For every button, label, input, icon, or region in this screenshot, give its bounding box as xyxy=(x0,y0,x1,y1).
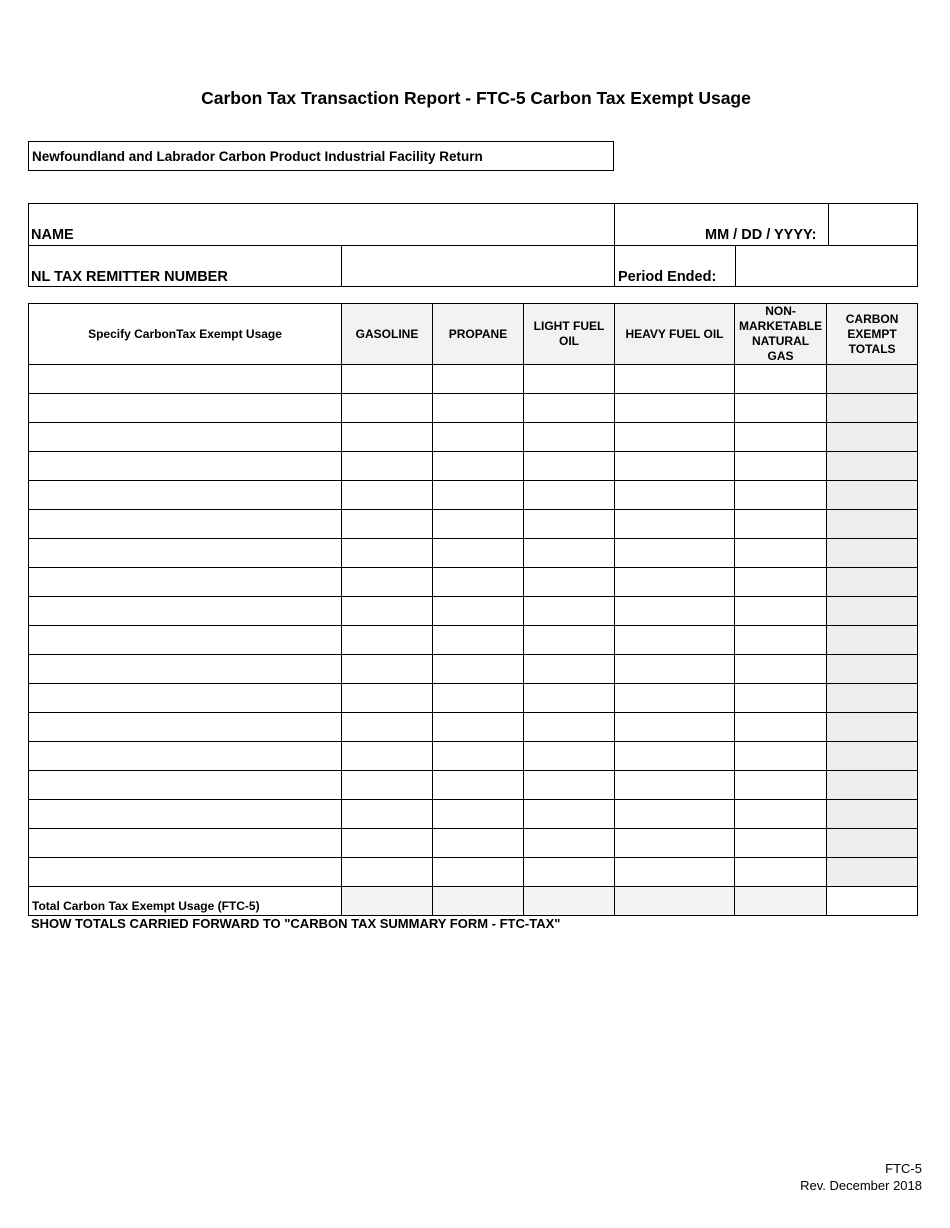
carbon-exempt-totals-cell[interactable] xyxy=(827,655,918,684)
gasoline-cell[interactable] xyxy=(342,800,433,829)
table-row xyxy=(29,539,918,568)
light-fuel-oil-cell[interactable] xyxy=(524,452,615,481)
gasoline-cell[interactable] xyxy=(342,394,433,423)
info-divider xyxy=(29,245,917,246)
table-row xyxy=(29,626,918,655)
carbon-exempt-totals-cell[interactable] xyxy=(827,539,918,568)
gasoline-cell[interactable] xyxy=(342,423,433,452)
table-row xyxy=(29,800,918,829)
gasoline-cell[interactable] xyxy=(342,481,433,510)
specify-usage-cell[interactable] xyxy=(29,655,342,684)
heavy-fuel-oil-cell[interactable] xyxy=(615,452,735,481)
total-row xyxy=(29,887,918,916)
identification-section xyxy=(28,203,918,287)
heavy-fuel-oil-cell[interactable] xyxy=(615,481,735,510)
header-propane: PROPANE xyxy=(433,304,524,365)
specify-usage-cell[interactable] xyxy=(29,365,342,394)
header-light-fuel-oil: LIGHT FUEL OIL xyxy=(524,304,615,365)
non-marketable-natural-gas-cell[interactable] xyxy=(735,423,827,452)
non-marketable-natural-gas-cell[interactable] xyxy=(735,829,827,858)
specify-usage-cell[interactable] xyxy=(29,626,342,655)
table-row xyxy=(29,742,918,771)
heavy-fuel-oil-cell[interactable] xyxy=(615,771,735,800)
carbon-exempt-totals-cell[interactable] xyxy=(827,713,918,742)
non-marketable-natural-gas-cell[interactable] xyxy=(735,713,827,742)
propane-cell[interactable] xyxy=(433,539,524,568)
table-row xyxy=(29,481,918,510)
table-row xyxy=(29,568,918,597)
non-marketable-natural-gas-cell[interactable] xyxy=(735,481,827,510)
header-carbon-exempt-totals: CARBON EXEMPT TOTALS xyxy=(827,304,918,365)
header-non-marketable-natural-gas: NON-MARKETABLE NATURAL GAS xyxy=(735,304,827,365)
carbon-exempt-totals-cell[interactable] xyxy=(827,394,918,423)
light-fuel-oil-cell[interactable] xyxy=(524,423,615,452)
propane-cell[interactable] xyxy=(433,365,524,394)
table-row xyxy=(29,829,918,858)
specify-usage-cell[interactable] xyxy=(29,568,342,597)
gasoline-cell[interactable] xyxy=(342,858,433,887)
carbon-exempt-totals-cell[interactable] xyxy=(827,771,918,800)
exempt-usage-table xyxy=(28,303,918,916)
remitter-number-label: NL TAX REMITTER NUMBER xyxy=(31,269,228,285)
light-fuel-oil-cell[interactable] xyxy=(524,655,615,684)
table-row xyxy=(29,713,918,742)
table-row xyxy=(29,365,918,394)
specify-usage-cell[interactable] xyxy=(29,539,342,568)
carbon-exempt-totals-cell[interactable] xyxy=(827,597,918,626)
light-fuel-oil-cell[interactable] xyxy=(524,771,615,800)
non-marketable-natural-gas-cell[interactable] xyxy=(735,365,827,394)
light-fuel-oil-cell[interactable] xyxy=(524,394,615,423)
total-gasoline-cell[interactable] xyxy=(342,887,433,916)
total-label: Total Carbon Tax Exempt Usage (FTC-5) xyxy=(29,887,342,916)
propane-cell[interactable] xyxy=(433,742,524,771)
light-fuel-oil-cell[interactable] xyxy=(524,684,615,713)
gasoline-cell[interactable] xyxy=(342,655,433,684)
propane-cell[interactable] xyxy=(433,858,524,887)
table-row xyxy=(29,655,918,684)
gasoline-cell[interactable] xyxy=(342,713,433,742)
non-marketable-natural-gas-cell[interactable] xyxy=(735,742,827,771)
specify-usage-cell[interactable] xyxy=(29,742,342,771)
specify-usage-cell[interactable] xyxy=(29,858,342,887)
specify-usage-cell[interactable] xyxy=(29,423,342,452)
table-row xyxy=(29,771,918,800)
non-marketable-natural-gas-cell[interactable] xyxy=(735,771,827,800)
total-heavy-fuel-oil-cell[interactable] xyxy=(615,887,735,916)
propane-cell[interactable] xyxy=(433,800,524,829)
info-divider xyxy=(341,245,342,286)
info-divider xyxy=(735,245,736,286)
heavy-fuel-oil-cell[interactable] xyxy=(615,365,735,394)
heavy-fuel-oil-cell[interactable] xyxy=(615,742,735,771)
specify-usage-cell[interactable] xyxy=(29,394,342,423)
heavy-fuel-oil-cell[interactable] xyxy=(615,568,735,597)
page-title: Carbon Tax Transaction Report - FTC-5 Carbon Tax Exempt Usage xyxy=(201,88,751,108)
propane-cell[interactable] xyxy=(433,452,524,481)
non-marketable-natural-gas-cell[interactable] xyxy=(735,800,827,829)
specify-usage-cell[interactable] xyxy=(29,829,342,858)
non-marketable-natural-gas-cell[interactable] xyxy=(735,655,827,684)
propane-cell[interactable] xyxy=(433,423,524,452)
total-propane-cell[interactable] xyxy=(433,887,524,916)
heavy-fuel-oil-cell[interactable] xyxy=(615,800,735,829)
header-gasoline: GASOLINE xyxy=(342,304,433,365)
propane-cell[interactable] xyxy=(433,626,524,655)
specify-usage-cell[interactable] xyxy=(29,452,342,481)
specify-usage-cell[interactable] xyxy=(29,800,342,829)
heavy-fuel-oil-cell[interactable] xyxy=(615,684,735,713)
heavy-fuel-oil-cell[interactable] xyxy=(615,510,735,539)
propane-cell[interactable] xyxy=(433,655,524,684)
total-carbon-exempt-totals-cell[interactable] xyxy=(827,887,918,916)
carbon-exempt-totals-cell[interactable] xyxy=(827,858,918,887)
propane-cell[interactable] xyxy=(433,394,524,423)
heavy-fuel-oil-cell[interactable] xyxy=(615,655,735,684)
heavy-fuel-oil-cell[interactable] xyxy=(615,539,735,568)
table-row xyxy=(29,858,918,887)
propane-cell[interactable] xyxy=(433,684,524,713)
heavy-fuel-oil-cell[interactable] xyxy=(615,626,735,655)
header-heavy-fuel-oil: HEAVY FUEL OIL xyxy=(615,304,735,365)
carbon-exempt-totals-cell[interactable] xyxy=(827,800,918,829)
gasoline-cell[interactable] xyxy=(342,742,433,771)
non-marketable-natural-gas-cell[interactable] xyxy=(735,539,827,568)
gasoline-cell[interactable] xyxy=(342,452,433,481)
specify-usage-cell[interactable] xyxy=(29,597,342,626)
table-row xyxy=(29,684,918,713)
light-fuel-oil-cell[interactable] xyxy=(524,626,615,655)
carbon-exempt-totals-cell[interactable] xyxy=(827,452,918,481)
propane-cell[interactable] xyxy=(433,771,524,800)
form-id: FTC-5 xyxy=(885,1161,922,1176)
gasoline-cell[interactable] xyxy=(342,684,433,713)
non-marketable-natural-gas-cell[interactable] xyxy=(735,626,827,655)
non-marketable-natural-gas-cell[interactable] xyxy=(735,510,827,539)
specify-usage-cell[interactable] xyxy=(29,771,342,800)
gasoline-cell[interactable] xyxy=(342,626,433,655)
propane-cell[interactable] xyxy=(433,713,524,742)
period-ended-label: Period Ended: xyxy=(618,269,717,285)
non-marketable-natural-gas-cell[interactable] xyxy=(735,597,827,626)
carry-forward-note: SHOW TOTALS CARRIED FORWARD TO "CARBON TAX SUMMARY FORM - FTC-TAX" xyxy=(31,916,561,931)
specify-usage-cell[interactable] xyxy=(29,510,342,539)
gasoline-cell[interactable] xyxy=(342,510,433,539)
carbon-exempt-totals-cell[interactable] xyxy=(827,510,918,539)
header-specify-usage: Specify CarbonTax Exempt Usage xyxy=(29,304,342,365)
light-fuel-oil-cell[interactable] xyxy=(524,800,615,829)
gasoline-cell[interactable] xyxy=(342,568,433,597)
carbon-exempt-totals-cell[interactable] xyxy=(827,365,918,394)
carbon-exempt-totals-cell[interactable] xyxy=(827,829,918,858)
specify-usage-cell[interactable] xyxy=(29,684,342,713)
propane-cell[interactable] xyxy=(433,568,524,597)
carbon-exempt-totals-cell[interactable] xyxy=(827,423,918,452)
gasoline-cell[interactable] xyxy=(342,771,433,800)
heavy-fuel-oil-cell[interactable] xyxy=(615,597,735,626)
non-marketable-natural-gas-cell[interactable] xyxy=(735,568,827,597)
gasoline-cell[interactable] xyxy=(342,597,433,626)
specify-usage-cell[interactable] xyxy=(29,713,342,742)
carbon-exempt-totals-cell[interactable] xyxy=(827,626,918,655)
light-fuel-oil-cell[interactable] xyxy=(524,365,615,394)
gasoline-cell[interactable] xyxy=(342,829,433,858)
table-row xyxy=(29,423,918,452)
table-row xyxy=(29,452,918,481)
table-row xyxy=(29,510,918,539)
light-fuel-oil-cell[interactable] xyxy=(524,597,615,626)
non-marketable-natural-gas-cell[interactable] xyxy=(735,452,827,481)
info-divider xyxy=(828,204,829,245)
propane-cell[interactable] xyxy=(433,597,524,626)
heavy-fuel-oil-cell[interactable] xyxy=(615,829,735,858)
light-fuel-oil-cell[interactable] xyxy=(524,713,615,742)
carbon-exempt-totals-cell[interactable] xyxy=(827,568,918,597)
heavy-fuel-oil-cell[interactable] xyxy=(615,858,735,887)
form-revision-block xyxy=(800,1160,922,1194)
light-fuel-oil-cell[interactable] xyxy=(524,481,615,510)
light-fuel-oil-cell[interactable] xyxy=(524,539,615,568)
date-format-label: MM / DD / YYYY: xyxy=(705,227,817,243)
name-label: NAME xyxy=(31,227,74,243)
specify-usage-cell[interactable] xyxy=(29,481,342,510)
gasoline-cell[interactable] xyxy=(342,539,433,568)
carbon-exempt-totals-cell[interactable] xyxy=(827,481,918,510)
carbon-exempt-totals-cell[interactable] xyxy=(827,742,918,771)
light-fuel-oil-cell[interactable] xyxy=(524,510,615,539)
light-fuel-oil-cell[interactable] xyxy=(524,858,615,887)
non-marketable-natural-gas-cell[interactable] xyxy=(735,858,827,887)
non-marketable-natural-gas-cell[interactable] xyxy=(735,394,827,423)
propane-cell[interactable] xyxy=(433,510,524,539)
facility-return-box xyxy=(28,141,614,171)
heavy-fuel-oil-cell[interactable] xyxy=(615,423,735,452)
facility-return-label: Newfoundland and Labrador Carbon Product Industrial Facility Return xyxy=(32,149,483,164)
total-light-fuel-oil-cell[interactable] xyxy=(524,887,615,916)
light-fuel-oil-cell[interactable] xyxy=(524,742,615,771)
total-non-marketable-natural-gas-cell[interactable] xyxy=(735,887,827,916)
heavy-fuel-oil-cell[interactable] xyxy=(615,394,735,423)
info-divider xyxy=(614,204,615,286)
table-row xyxy=(29,394,918,423)
non-marketable-natural-gas-cell[interactable] xyxy=(735,684,827,713)
propane-cell[interactable] xyxy=(433,481,524,510)
carbon-exempt-totals-cell[interactable] xyxy=(827,684,918,713)
propane-cell[interactable] xyxy=(433,829,524,858)
revision-date: Rev. December 2018 xyxy=(800,1178,922,1193)
table-row xyxy=(29,597,918,626)
light-fuel-oil-cell[interactable] xyxy=(524,829,615,858)
heavy-fuel-oil-cell[interactable] xyxy=(615,713,735,742)
light-fuel-oil-cell[interactable] xyxy=(524,568,615,597)
gasoline-cell[interactable] xyxy=(342,365,433,394)
